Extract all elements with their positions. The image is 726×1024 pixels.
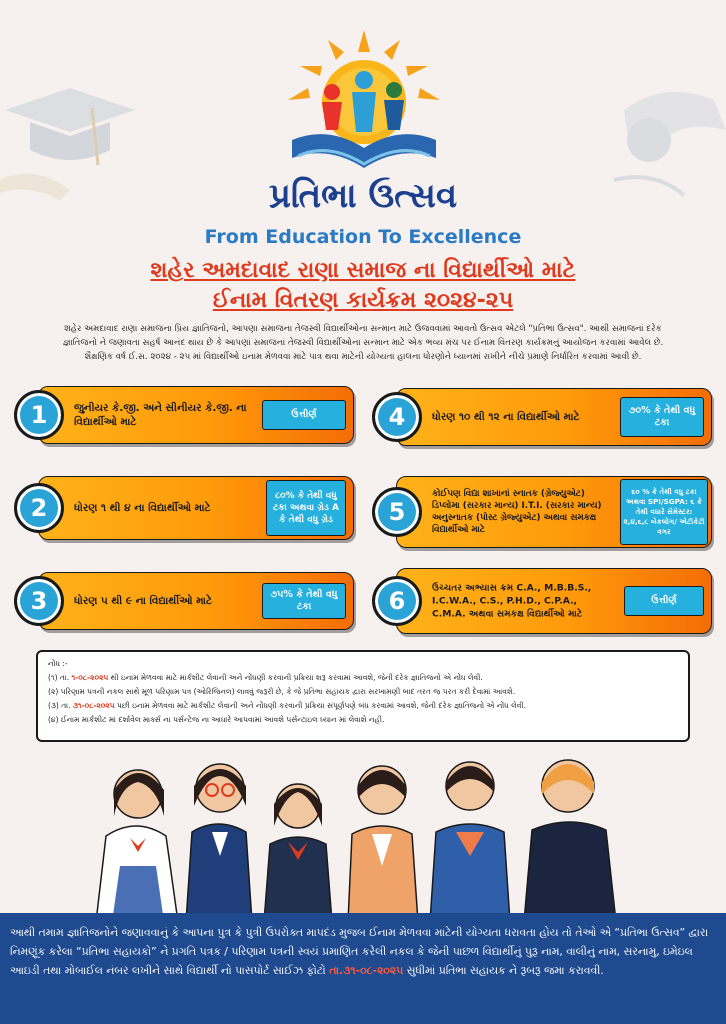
category-card-4: [372, 388, 712, 446]
criteria-badge: ઉત્તીર્ણ: [624, 586, 704, 616]
student-figure: [430, 762, 510, 922]
category-number: 2: [14, 483, 64, 533]
pratibha-utsav-logo: [278, 30, 450, 180]
category-card-3: [14, 572, 354, 630]
footer-instructions: [0, 913, 726, 1024]
note-3-date: ૩૧-૦૮-૨૦૨૫: [72, 701, 115, 710]
headline-line-1: શહેર અમદાવાદ રાણા સમાજ ના વિદ્યાર્થીઓ માટે: [150, 258, 576, 283]
category-number: 3: [14, 576, 64, 626]
criteria-badge: ૬૦ % કે તેથી વધુ ટકા અથવા SPI/SGPA: ૬ કે તેથી વધારે સેમેસ્ટર: ૨,૪,૬,૮ બેકલોગ/ એટીકેટી વગર: [620, 479, 708, 545]
category-number: 6: [372, 576, 422, 626]
logo-title: પ્રતિભા ઉત્સવ: [268, 176, 458, 216]
footer-deadline: તા.૩૧-૦૮-૨૦૨૫: [329, 964, 404, 978]
student-figure: [524, 760, 616, 922]
category-number: 1: [14, 390, 64, 440]
criteria-badge: ૭૫% કે તેથી વધુ ટકા: [262, 583, 346, 619]
note-1-date: ૧-૦૮-૨૦૨૫: [71, 673, 109, 682]
note-2: (૨) પરિણામ પત્રની નકલ સાથે મૂળ પરિણામ પત્ર (ઓરિજિનલ) લાવવું જરૂરી છે, કે જે પ્રતિભા સહાયક દ્વારા સરખામણી બાદ તરત જ પરત કરી દેવામાં આવશે.: [48, 687, 516, 696]
note-4: (૪) ઈનામ માર્કશીટ માં દર્શાવેલ માર્ક્સ ના પર્સન્ટેજ ના આધારે આપવામાં આવશે પર્સન્ટાઇલ ધ્યાન માં લેવાશે નહી.: [48, 715, 385, 724]
footer-text: આથી તમામ જ્ઞાતિજનોને જણાવવાનું કે આપના પુત્ર કે પુત્રી ઉપરોક્ત માપદંડ મુજબ ઈનામ મેળવવા માટેની યોગ્યતા ધરાવતા હોય તો તેઓ એ “પ્રતિભા ઉત્સવ” દ્વારા નિમણૂંક કરેલા “પ્રતિભા સહાયકો” ને પ્રગતિ પત્રક / પરિણામ પત્રની સ્વયં પ્રમાણિત કરેલી નકલ કે જેની પાછળ વિદ્યાર્થીનું પુરૂ નામ, વાલીનું નામ, સરનામુ, ઇમેઇલ આઇડી તથા મોબાઈલ નંબર લખીને સાથે વિદ્યાર્થી નો પાસપોર્ટ સાઈઝ ફોટો: [10, 926, 709, 978]
note-3: [48, 699, 678, 713]
category-number: 5: [372, 487, 422, 537]
category-card-1: [14, 386, 354, 444]
category-label: કોઈપણ વિદ્યા શાખાનાં સ્નાતક (ગ્રેજ્યુએટ) ડિપ્લોમા (સરકાર માન્ય) I.T.I. (સરકાર માન્ય) અનુસ્નાતક (પોસ્ટ ગ્રેજ્યુએટ) અથવા સમકક્ષ વિદ્યાર્થીઓ માટે: [432, 489, 602, 535]
category-card-6: [372, 568, 712, 634]
student-figure: [186, 764, 252, 922]
category-card-5: [372, 476, 712, 548]
category-label: ધોરણ ૫ થી ૯ ના વિદ્યાર્થીઓ માટે: [74, 595, 212, 607]
notes-box: [36, 650, 690, 742]
tagline: From Education To Excellence: [204, 226, 522, 248]
category-card-2: [14, 476, 354, 540]
note-3-text: પછી ઇનામ મેળવવા માટે માર્કશીટ લેવાની અને નોંધણી કરવાની પ્રક્રિયા સંપૂર્ણપણે બંધ કરવામાં આવશે, જેની દરેક જ્ઞાતિજનો એ નોંધ લેવી.: [114, 701, 526, 710]
student-figure: [96, 770, 178, 922]
criteria-badge: ૮૦% કે તેથી વધુ ટકા અથવા ગ્રેડ A કે તેથી વધુ ગ્રેડ: [266, 480, 346, 536]
note-1-text: થી ઇનામ મેળવવા માટે માર્કશીટ લેવાની અને નોંધણી કરવાની પ્રક્રિયા શરૂ કરવામાં આવશે, જેની દરેક જ્ઞાતિજનો એ નોંધ લેવી.: [108, 673, 483, 682]
notes-heading: નોંધ :-: [48, 659, 68, 668]
headline-line-2: ઈનામ વિતરણ કાર્યક્રમ ૨૦૨૪-૨૫: [212, 288, 514, 313]
criteria-badge: ૭૦% કે તેથી વધુ ટકા: [620, 397, 704, 437]
students-illustration: [86, 746, 656, 922]
intro-paragraph: શહેર અમદાવાદ રાણા સમાજના પ્રિય જ્ઞાતિજનો, આપણા સમાજના તેજસ્વી વિદ્યાર્થીઓના સન્માન માટે ઉજવવામાં આવતો ઉત્સવ એટલે "પ્રતિભા ઉત્સવ". આથી સમાજનાં દરેક જ્ઞાતિજનો ને જણાવતા સહર્ષ આનંદ થાય છે કે આપણાં સમાજનાં તેજસ્વી વિદ્યાર્થીઓના સન્માન માટે એક ભવ્ય મંચ પર ઈનામ વિતરણ કાર્યક્રમનું આયોજન કરવામાં આવેલ છે. શૈક્ષણિક વર્ષ ઈ.સ. ૨૦૨૪ - ૨૫ માં વિદ્યાર્થીઓ ઇનામ મેળવવા માટે પાત્ર થવા માટેની યોગ્યતા હાલના ધોરણોને ધ્યાનમાં રાખીને નીચે પ્રમાણે નિર્ધારિત કરવામાં આવી છે.: [62, 324, 664, 362]
footer-text-end: સુધીમાં પ્રતિભા સહાયક ને રૂબરૂ જમા કરાવવી.: [403, 964, 604, 978]
student-figure: [348, 766, 418, 922]
category-label: ધોરણ ૧૦ થી ૧૨ ના વિદ્યાર્થીઓ માટે: [432, 411, 580, 423]
category-label: ધોરણ ૧ થી ૪ ના વિદ્યાર્થીઓ માટે: [74, 502, 211, 514]
category-label: ઉચ્ચતર અભ્યાસ ક્રમ C.A., M.B.B.S., I.C.W.A., C.S., P.H.D., C.P.A., C.M.A. અથવા સમકક્ષ વિદ્યાર્થીઓ માટે: [432, 582, 592, 620]
category-number: 4: [372, 392, 422, 442]
category-label: જુનીયર કે.જી. અને સીનીયર કે.જી. ના વિદ્યાર્થીઓ માટે: [74, 402, 247, 428]
student-figure: [264, 784, 332, 922]
note-1-prefix: (૧) તા.: [48, 673, 72, 682]
note-3-prefix: (૩) તા.: [48, 701, 73, 710]
note-1: [48, 671, 678, 685]
criteria-badge: ઉત્તીર્ણ: [262, 400, 346, 430]
